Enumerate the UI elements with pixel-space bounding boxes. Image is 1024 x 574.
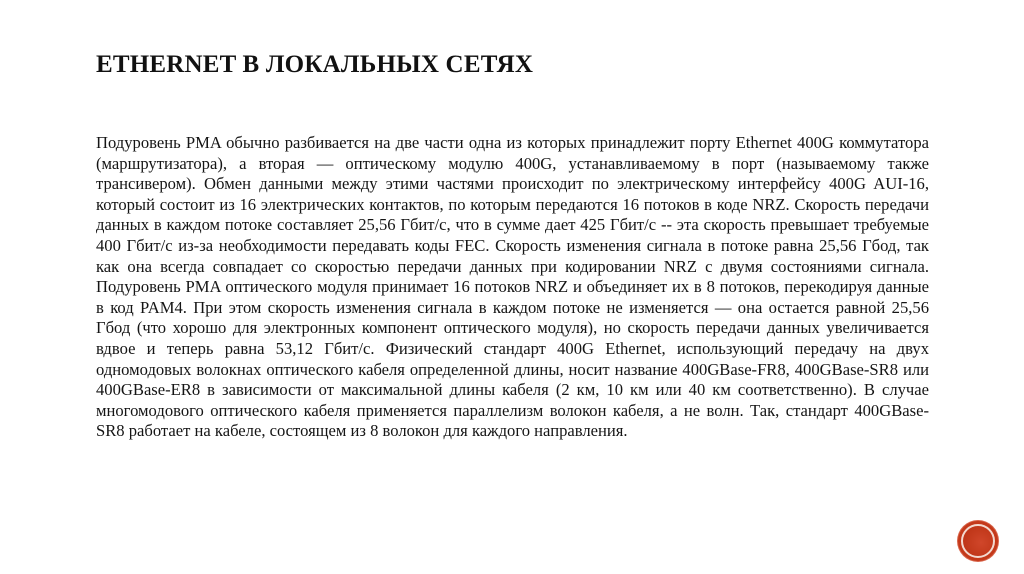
slide-body-text: Подуровень PMA обычно разбивается на две части одна из которых принадлежит порту Ethernet 400G коммутатора (маршрутизатора), а вторая — оптическому модулю 400G, устанавливаемому в порт (называемому также трансивером). Обмен данными между этими частями происходит по электрическому интерфейсу 400G AUI-16, который состоит из 16 электрических контактов, по которым передаются 16 потоков в коде NRZ. Скорость передачи данных в каждом потоке составляет 25,56 Гбит/с, что в сумме дает 425 Гбит/с -- эта скорость превышает требуемые 400 Гбит/с из-за необходимости передавать коды FEC. Скорость изменения сигнала в потоке равна 25,56 Гбод, так как она всегда совпадает со скоростью передачи данных при кодировании NRZ с двумя состояниями сигнала. Подуровень PMA оптического модуля принимает 16 потоков NRZ и объединяет их в 8 потоков, перекодируя данные в код PAM4. При этом скорость изменения сигнала в каждом потоке не изменяется — она остается равной 25,56 Гбод (что хорошо для электронных компонент оптического модуля), но скорость передачи данных увеличивается вдвое и теперь равна 53,12 Гбит/с. Физический стандарт 400G Ethernet, использующий передачу на двух одномодовых волокнах оптического кабеля определенной длины, носит название 400GBase-FR8, 400GBase-SR8 или 400GBase-ER8 в зависимости от максимальной длины кабеля (2 км, 10 км или 40 км соответственно). В случае многомодового оптического кабеля применяется параллелизм волокон кабеля, а не волн. Так, стандарт 400GBase-SR8 работает на кабеле, состоящем из 8 волокон для каждого направления. (96, 133, 929, 441)
circle-marker-icon (958, 521, 998, 561)
slide-title: ETHERNET В ЛОКАЛЬНЫХ СЕТЯХ (96, 51, 534, 78)
